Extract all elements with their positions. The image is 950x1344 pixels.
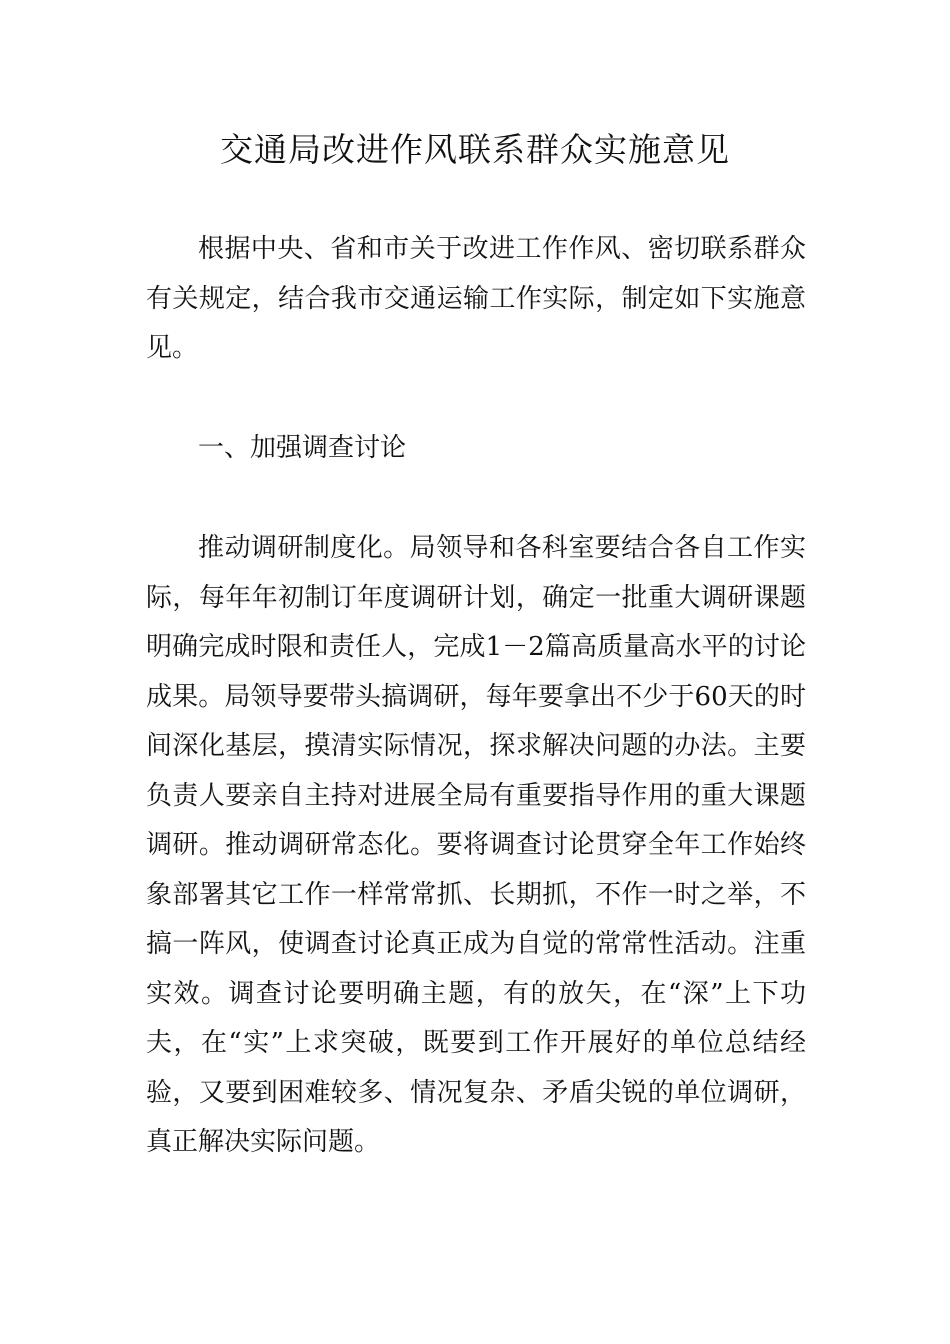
document-title: 交通局改进作风联系群众实施意见 [220, 130, 730, 169]
section-heading: 一、加强调查讨论 [198, 433, 407, 463]
section-body-paragraph: 推动调研制度化。局领导和各科室要结合各自工作实际，每年年初制订年度调研计划，确定一批重大调研课题明确完成时限和责任人，完成1－2篇高质量高水平的讨论成果。局领导要带头搞调研，每年要拿出不少于60天的时间深化基层，摸清实际情况，探求解决问题的办法。主要负责人要亲自主持对进展全局有重要指导作用的重大课题调研。推动调研常态化。要将调查讨论贯穿全年工作始终象部署其它工作一样常常抓、长期抓，不作一时之举，不搞一阵风，使调查讨论真正成为自觉的常常性活动。注重实效。调查讨论要明确主题，有的放矢，在“深”上下功夫，在“实”上求突破，既要到工作开展好的单位总结经验，又要到困难较多、情况复杂、矛盾尖锐的单位调研，真正解决实际问题。 [146, 533, 806, 1157]
intro-paragraph: 根据中央、省和市关于改进工作作风、密切联系群众有关规定，结合我市交通运输工作实际，制定如下实施意见。 [146, 234, 806, 363]
